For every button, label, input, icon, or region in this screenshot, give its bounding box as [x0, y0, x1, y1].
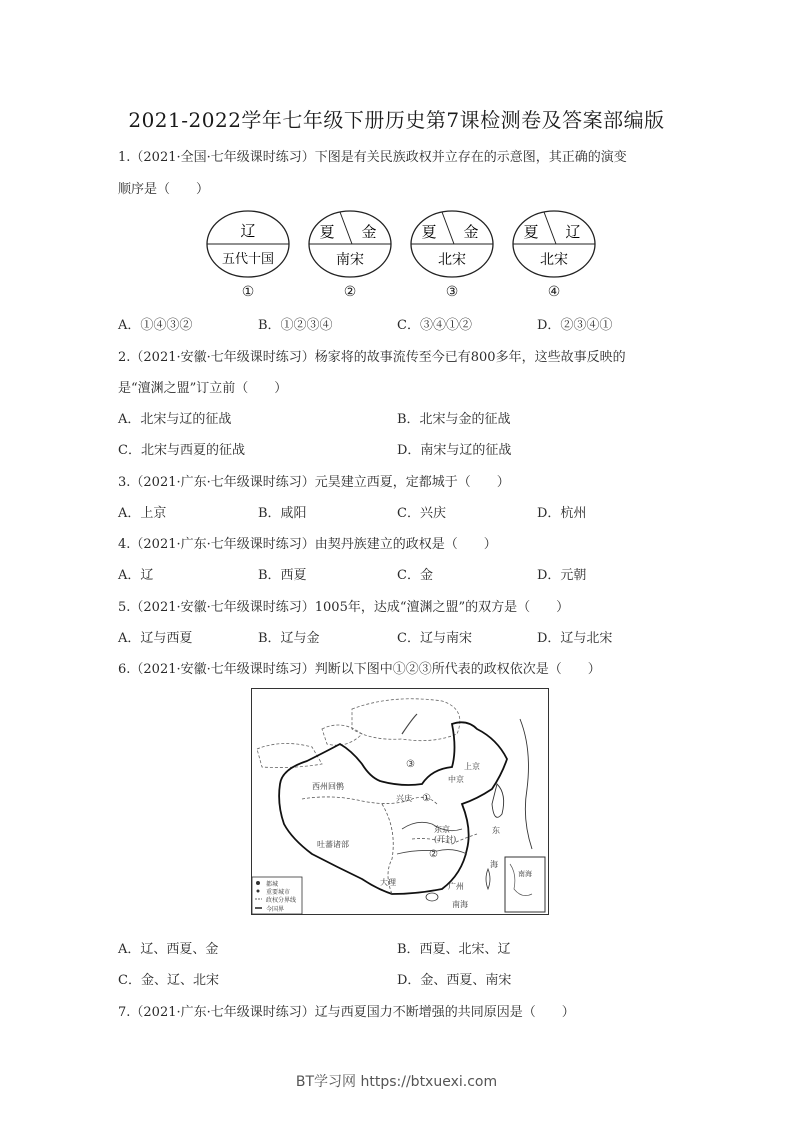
question-3-line-1: 3.（2021·广东·七年级课时练习）元昊建立西夏，定都城于（ ）: [118, 475, 510, 490]
regime-diagram: [205, 208, 600, 303]
q2-option-c[interactable]: C．北宋与西夏的征战: [118, 443, 245, 458]
q4-option-d[interactable]: D．元朝: [537, 568, 587, 583]
q3-option-a[interactable]: A．上京: [118, 506, 167, 521]
q5-option-a[interactable]: A．辽与西夏: [118, 631, 193, 646]
question-6-line-1: 6.（2021·安徽·七年级课时练习）判断以下图中①②③所代表的政权依次是（ ）: [118, 662, 601, 677]
q2-option-b[interactable]: B．北宋与金的征战: [397, 412, 511, 427]
map-label-nanhai-inset: 南海: [518, 870, 532, 878]
map-label-2: ②: [429, 849, 438, 860]
legend-capital: 都城: [266, 881, 279, 888]
map-label-hai: 海: [490, 860, 498, 869]
map-label-1: ①: [422, 793, 431, 804]
q3-option-c[interactable]: C．兴庆: [397, 506, 446, 521]
q3-option-d[interactable]: D．杭州: [537, 506, 587, 521]
oval-number: ④: [547, 284, 561, 300]
svg-text:南宋: 南宋: [336, 252, 364, 268]
svg-text:夏: 夏: [319, 223, 335, 241]
q6-option-d[interactable]: D．金、西夏、南宋: [397, 973, 512, 988]
q6-option-b[interactable]: B．西夏、北宋、辽: [397, 942, 511, 957]
question-2-line-1: 2.（2021·安徽·七年级课时练习）杨家将的故事流传至今已有800多年，这些故事反映的: [118, 350, 626, 365]
map-label-shangjing: 上京: [464, 762, 480, 771]
oval-shape: [205, 208, 291, 280]
legend-city: 重要城市: [266, 889, 291, 896]
oval-4: [511, 208, 597, 303]
svg-text:五代十国: 五代十国: [221, 252, 275, 267]
map-label-xingqing: 兴庆: [396, 794, 412, 803]
oval-shape: [409, 208, 495, 280]
question-4-line-1: 4.（2021·广东·七年级课时练习）由契丹族建立的政权是（ ）: [118, 537, 497, 552]
legend-boundary: 政权分界线: [266, 897, 297, 904]
song-liao-xia-map: [251, 688, 549, 915]
q5-option-d[interactable]: D．辽与北宋: [537, 631, 613, 646]
question-2-line-2: 是“澶渊之盟”订立前（ ）: [118, 381, 288, 396]
q1-option-c[interactable]: C．③④①②: [397, 318, 472, 333]
question-1-line-2: 顺序是（ ）: [118, 182, 210, 197]
map-label-nanhai: 南海: [452, 900, 468, 909]
svg-text:辽: 辽: [240, 222, 256, 240]
footer-watermark: BT学习网 https://btxuexi.com: [295, 1074, 498, 1090]
map-label-dong: 东: [492, 826, 500, 835]
map-label-dali: 大理: [380, 878, 396, 887]
q4-option-a[interactable]: A．辽: [118, 568, 154, 583]
q1-option-a[interactable]: A．①④③②: [118, 318, 193, 333]
q3-option-b[interactable]: B．咸阳: [258, 506, 307, 521]
q1-option-b[interactable]: B．①②③④: [258, 318, 333, 333]
q5-option-b[interactable]: B．辽与金: [258, 631, 320, 646]
svg-text:金: 金: [463, 223, 479, 241]
svg-text:北宋: 北宋: [540, 252, 568, 268]
q2-option-d[interactable]: D．南宋与辽的征战: [397, 443, 512, 458]
map-label-tubo: 吐蕃诸部: [317, 840, 349, 849]
oval-number: ②: [343, 284, 357, 300]
q5-option-c[interactable]: C．辽与南宋: [397, 631, 472, 646]
oval-shape: [511, 208, 597, 280]
oval-number: ①: [241, 284, 255, 300]
svg-text:北宋: 北宋: [438, 252, 466, 268]
oval-1: [205, 208, 291, 303]
map-label-xizhou-huihu: 西州回鹘: [312, 782, 344, 791]
svg-text:金: 金: [361, 223, 377, 241]
question-5-line-1: 5.（2021·安徽·七年级课时练习）1005年，达成“澶渊之盟”的双方是（ ）: [118, 600, 570, 615]
map-label-kaifeng: (开封): [434, 835, 457, 844]
legend-border: 今国界: [266, 906, 285, 913]
map-label-zhongjing: 中京: [448, 775, 464, 784]
svg-text:夏: 夏: [523, 223, 539, 241]
q6-option-a[interactable]: A．辽、西夏、金: [118, 942, 219, 957]
map-label-dongjing: 东京: [434, 825, 450, 834]
oval-shape: [307, 208, 393, 280]
q4-option-c[interactable]: C．金: [397, 568, 433, 583]
map-label-3: ③: [406, 759, 415, 770]
q2-option-a[interactable]: A．北宋与辽的征战: [118, 412, 232, 427]
question-1-line-1: 1.（2021·全国·七年级课时练习）下图是有关民族政权并立存在的示意图，其正确的演变: [118, 150, 627, 165]
page-title: 2021-2022学年七年级下册历史第7课检测卷及答案部编版: [128, 108, 665, 132]
oval-2: [307, 208, 393, 303]
map-label-guangzhou: 广州: [448, 882, 464, 891]
oval-number: ③: [445, 284, 459, 300]
svg-text:夏: 夏: [421, 223, 437, 241]
q1-option-d[interactable]: D．②③④①: [537, 318, 613, 333]
question-7-line-1: 7.（2021·广东·七年级课时练习）辽与西夏国力不断增强的共同原因是（ ）: [118, 1005, 575, 1020]
q4-option-b[interactable]: B．西夏: [258, 568, 307, 583]
q6-option-c[interactable]: C．金、辽、北宋: [118, 973, 219, 988]
oval-3: [409, 208, 495, 303]
svg-text:辽: 辽: [565, 223, 581, 241]
